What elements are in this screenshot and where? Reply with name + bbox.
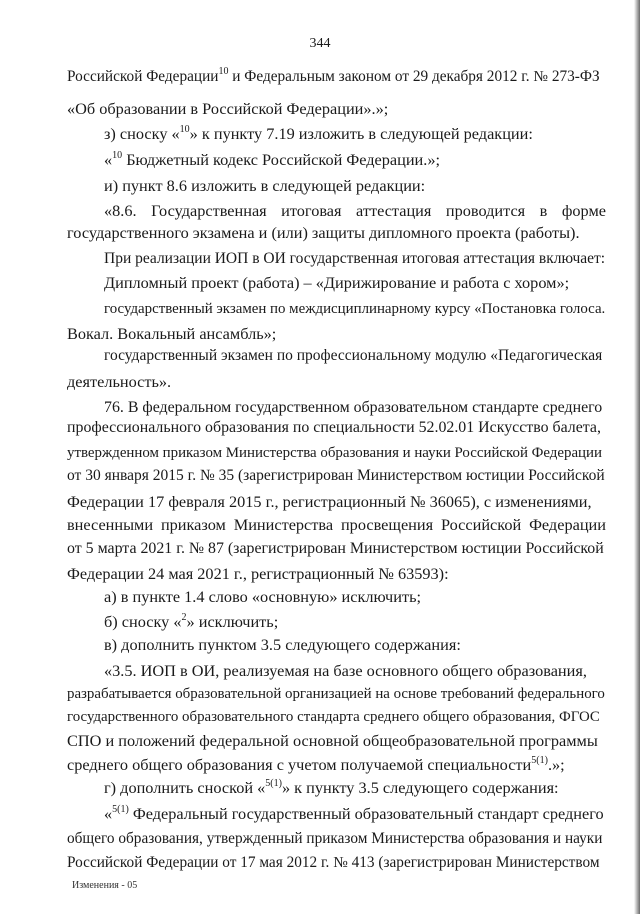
text-segment: Бюджетный кодекс Российской Федерации.»; [122,150,440,169]
word: проводится [445,201,526,220]
word: Министерства [233,515,334,534]
footnote-marker: 10 [218,65,229,77]
word: «8.6. [104,201,137,220]
word: в [539,201,548,220]
scan-edge-shadow [634,0,640,914]
text-segment: и Федеральным законом от 29 декабря 2012 г. № 273-ФЗ [228,68,600,85]
text-segment: .»; [547,755,565,774]
text-segment: Российской Федерации [67,68,219,85]
text-segment: Федеральный государственный образовательный стандарт среднего [128,804,604,823]
word: Государственная [151,201,267,220]
footnote-marker: 10 [112,149,123,161]
text-segment: « [104,804,113,823]
word: приказом [160,515,226,534]
text-segment: з) сноску « [104,124,180,143]
text-segment: » к пункту 3.5 следующего содержания: [281,778,559,797]
footnote-marker: 10 [179,123,190,135]
footnote-marker: 5(1) [112,803,129,815]
page-number: 344 [309,36,331,51]
text-segment: « [104,150,113,169]
word: аттестация [356,201,432,220]
word: Российской [440,515,522,534]
word: внесенными [67,515,154,534]
word: Федерации [529,515,606,534]
text-segment: б) сноску « [104,612,182,631]
text-segment: » исключить; [186,612,279,631]
text-segment: г) дополнить сноской « [104,778,266,797]
word: итоговая [281,201,342,220]
footnote-marker: 2 [181,611,187,623]
footer-note: Изменения - 05 [72,880,138,891]
text-segment: » к пункту 7.19 изложить в следующей редакции: [189,124,533,143]
word: форме [561,201,606,220]
footnote-marker: 5(1) [531,754,548,766]
footnote-marker: 5(1) [265,777,282,789]
document-page: 344 Российской Федерации$^{10}$ и Федеральным законом от 29 декабря 2012 г. № 273-ФЗ «Об образовании в Российской Федерации».»; з) сноску «$^{10}$» к пункту 7.19 изложить в следующей редакции: «$^{10}$ Бюджетный кодекс Российской Федерации.»; и) пункт 8.6 изложить в следующей редакции: «8.6. Государственная итоговая аттестация проводится в форме государственного экзамена и (или) защиты дипломного проекта (работы). При реализации ИОП в ОИ государственная итоговая аттестация включает: Дипломный проект (работа) – «Дирижирование и работа с хором»; государственный экзамен по междисциплинарному курсу «Постановка голоса. Вокал. Вокальный ансамбль»; государственный экзамен по профессиональному модулю «Педагогическая деятельность». 76. В федеральном государственном образовательном стандарте среднего профессионального образования по специальности 52.02.01 Искусство балета, утвержденном приказом Министерства образования и науки Российской Федерации от 30 января 2015 г. № 35 (зарегистрирован Министерством юстиции Российской Федерации 17 февраля 2015 г., регистрационный № 36065), с изменениями, внесенными приказом Министерства просвещения Российской Федерации от 5 марта 2021 г. № 87 (зарегистрирован Министерством юстиции Российской Федерации 24 мая 2021 г., регистрационный № 63593): а) в пункте 1.4 слово «основную» исключить; б) сноску «$^2$» исключить; в) дополнить пунктом 3.5 следующего содержания: «3.5. ИОП в ОИ, реализуемая на базе основного общего образования, разрабатывается образовательной организацией на основе требований федерального государственного образовательного стандарта среднего общего образования, ФГОС СПО и положений федеральной основной общеобразовательной программы среднего общего образования с учетом получаемой специальности$^{5(1)}$.»; г) дополнить сноской «$^{5(1)}$» к пункту 3.5 следующего содержания: «$^{5(1)}$ Федеральный государственный образовательный стандарт среднего общего образования, утвержденный приказом Министерства образования и науки Российской Федерации от 17 мая 2012 г. № 413 (зарегистрирован Министерством Изменения - 05 [0,0,640,914]
word: просвещения [340,515,434,534]
text-segment: среднего общего образования с учетом получаемой специальности [67,755,532,774]
